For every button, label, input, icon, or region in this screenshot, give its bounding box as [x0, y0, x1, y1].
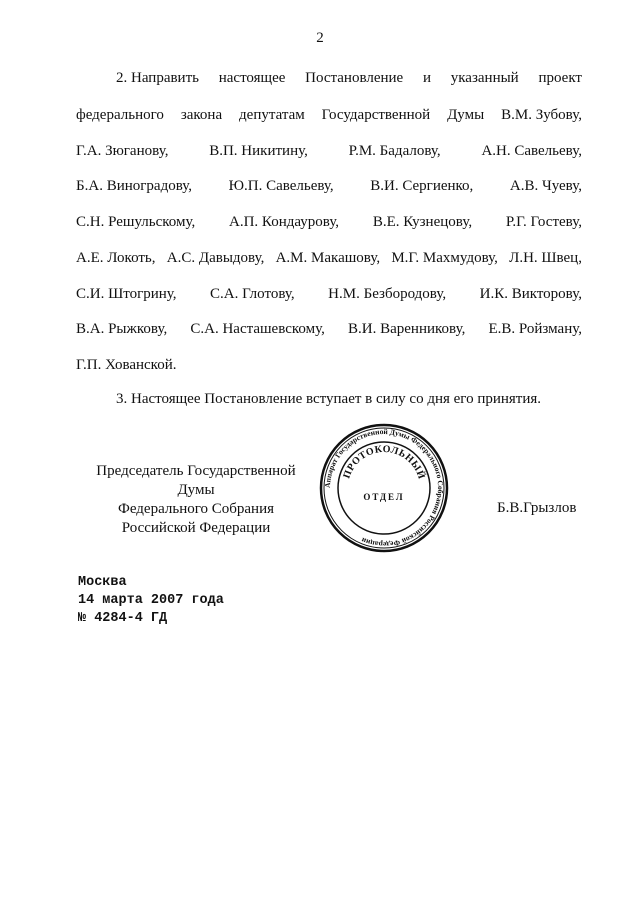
- word: указанный: [450, 70, 519, 86]
- deputy-name: В.Е. Кузнецову,: [372, 214, 473, 230]
- deputy-name: С.Н. Решульскому,: [76, 214, 196, 230]
- text-line: [76, 142, 582, 160]
- signature-title-line: Председатель Государственной Думы: [96, 463, 296, 498]
- deputy-name: Л.Н. Швец,: [509, 250, 582, 266]
- deputy-name: А.М. Макашову,: [275, 250, 381, 266]
- deputy-name: Е.В. Ройзману,: [488, 321, 582, 337]
- deputy-name: А.В. Чуеву,: [509, 178, 582, 194]
- text-line: [76, 249, 582, 267]
- deputy-name: Г.А. Зюганову,: [76, 143, 169, 159]
- text-line: [76, 356, 582, 374]
- document-footer: [78, 574, 224, 628]
- word: 2. Направить: [116, 70, 199, 86]
- deputy-name: Б.А. Виноградову,: [76, 178, 193, 194]
- text-line: [76, 106, 582, 124]
- deputy-name: Р.Г. Гостеву,: [505, 214, 582, 230]
- word: настоящее: [218, 70, 286, 86]
- deputy-name: Ю.П. Савельеву,: [228, 178, 334, 194]
- deputy-name: В.И. Варенникову,: [348, 321, 466, 337]
- deputy-name: И.К. Викторову,: [479, 286, 582, 302]
- word: В.М. Зубову,: [501, 107, 582, 123]
- deputy-name: Н.М. Безбородову,: [328, 286, 447, 302]
- deputy-name: А.Н. Савельеву,: [481, 143, 582, 159]
- svg-text:ПРОТОКОЛЬНЫЙ: ПРОТОКОЛЬНЫЙ: [341, 443, 427, 481]
- signature-title-line: Российской Федерации: [121, 520, 271, 536]
- deputy-name: Р.М. Бадалову,: [348, 143, 441, 159]
- deputy-name: В.А. Рыжкову,: [76, 321, 168, 337]
- word: и: [422, 70, 431, 86]
- deputy-name: М.Г. Махмудову,: [391, 250, 498, 266]
- signatory-name: Б.В.Грызлов: [497, 500, 577, 516]
- word: Думы: [447, 107, 485, 123]
- page-number: 2: [316, 30, 324, 46]
- text-line: [76, 213, 582, 231]
- deputy-name: В.П. Никитину,: [209, 143, 308, 159]
- word: Государственной: [321, 107, 431, 123]
- official-stamp-icon: [318, 422, 450, 554]
- word: депутатам: [239, 107, 305, 123]
- text-line: [76, 177, 582, 195]
- deputy-name: С.И. Штогрину,: [76, 286, 177, 302]
- svg-text:ОТДЕЛ: ОТДЕЛ: [363, 492, 405, 502]
- deputy-name: Г.П. Хованской.: [76, 357, 177, 373]
- word: Постановление: [305, 70, 404, 86]
- deputy-name: А.С. Давыдову,: [166, 250, 265, 266]
- text-line: [116, 69, 582, 87]
- signature-title: [76, 462, 316, 538]
- word: федерального: [76, 107, 164, 123]
- deputy-name: С.А. Глотову,: [210, 286, 295, 302]
- signature-title-line: Федерального Собрания: [117, 501, 275, 517]
- footer-city: Москва: [78, 575, 127, 590]
- deputy-name: С.А. Насташевскому,: [190, 321, 325, 337]
- paragraph-3: 3. Настоящее Постановление вступает в силу со дня его принятия.: [116, 391, 542, 407]
- deputy-name: А.П. Кондаурову,: [229, 214, 340, 230]
- word: проект: [538, 70, 582, 86]
- footer-date: 14 марта 2007 года: [78, 593, 224, 608]
- svg-text:Аппарат Государственной Думы Ф: Аппарат Государственной Думы Федерального Собрания Российской Федерации: [322, 426, 446, 550]
- text-line: [76, 320, 582, 338]
- text-line: [76, 285, 582, 303]
- word: закона: [180, 107, 223, 123]
- footer-doc-number: № 4284-4 ГД: [78, 611, 168, 626]
- deputy-name: А.Е. Локоть,: [76, 250, 156, 266]
- deputy-name: В.И. Сергиенко,: [370, 178, 474, 194]
